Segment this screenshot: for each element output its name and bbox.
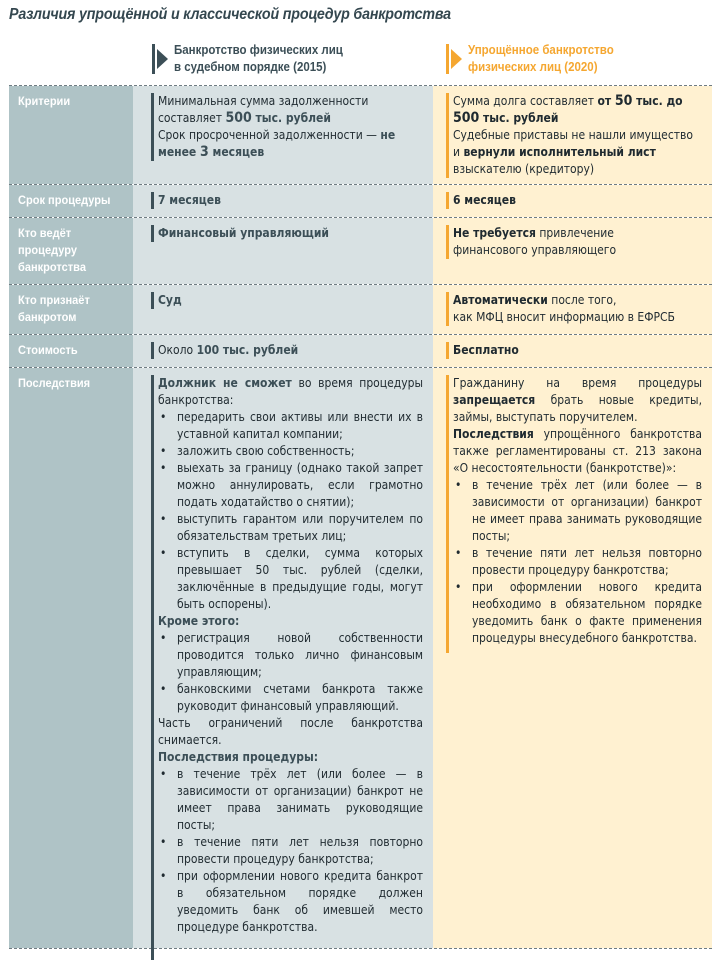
criteria-label: Критерии: [18, 94, 71, 108]
criteria-label: Кто признаёт банкротом: [18, 293, 90, 324]
criteria-label-cell: [9, 368, 133, 948]
criteria-label-cell: [9, 86, 133, 184]
text-bold: запрещается: [453, 393, 536, 407]
section-heading: Последствия процедуры:: [158, 750, 319, 764]
criteria-label: Срок процедуры: [18, 193, 111, 207]
term-highlight: не менее: [158, 128, 396, 159]
amount-max: 500: [453, 110, 480, 126]
text-bold: вернули исполнительный лист: [463, 145, 656, 159]
amount-highlight: 500: [225, 110, 252, 126]
classic-value: [151, 375, 423, 960]
simple-cell: [433, 86, 712, 184]
list-item: • заложить свою собственность;: [158, 443, 423, 460]
simple-consequences-list: [453, 477, 702, 647]
classic-value: Финансовый управляющий: [151, 225, 329, 242]
criteria-label: Кто ведёт процедуру банкротства: [18, 226, 86, 274]
list-item: • вступить в сделки, сумма которых превышает 50 тыс. рублей (сделки, заключённые в предыдущие годы, могут быть оспорены).: [158, 545, 423, 613]
simple-cell: [433, 368, 712, 948]
list-item: • в течение трёх лет (или более — в зависимости от организации) банкрот не имеет права занимать руководящие посты;: [453, 477, 702, 545]
text: привлечение финансового управляющего: [453, 226, 617, 257]
text-bold: Автоматически: [453, 293, 548, 307]
arrow-marker-icon: [152, 42, 168, 76]
classic-value: 7 месяцев: [151, 192, 221, 209]
simple-value: [446, 93, 702, 178]
list-item: • при оформлении нового кредита необходимо в обязательном порядке уведомить банк о факте применения процедуры внесудебного банкротства.: [453, 579, 702, 647]
list-item: • в течение пяти лет нельзя повторно провести процедуру банкротства;: [158, 834, 423, 868]
list-item: • при оформлении нового кредита банкрот в обязательном порядке должен уведомить банк об имевшей место процедуре банкротства.: [158, 868, 423, 936]
simple-value: Бесплатно: [446, 342, 519, 359]
comparison-table: [9, 85, 712, 949]
classic-cell: [133, 86, 433, 184]
text-bold: Не требуется: [453, 226, 536, 240]
text-bold: Последствия: [453, 427, 534, 441]
text: Сумма долга составляет: [453, 94, 598, 108]
term-unit: месяцев: [208, 145, 265, 159]
besides-list: [158, 630, 423, 715]
text: Минимальная сумма задолженности составляет: [158, 94, 369, 125]
after-list: [158, 766, 423, 936]
simple-cell: [433, 335, 712, 367]
simple-value: [446, 292, 675, 326]
classic-cell: [133, 285, 433, 334]
term-number: 3: [200, 144, 209, 160]
column-header-simple-line2: физических лиц (2020): [468, 60, 598, 74]
text-bold: от: [597, 94, 615, 108]
text: Срок просроченной задолженности —: [158, 128, 381, 142]
classic-value: [151, 342, 298, 359]
cost-highlight: 100 тыс. рублей: [196, 343, 299, 357]
column-header-classic: [152, 42, 358, 76]
simple-cell: [433, 285, 712, 334]
table-row-duration: [9, 185, 712, 218]
amount-min: 50: [614, 93, 633, 109]
text-highlight: Должник не сможет: [158, 376, 292, 390]
criteria-label-cell: [9, 335, 133, 367]
page-title: Различия упрощённой и классической процедур банкротства: [9, 6, 451, 23]
classic-cell: [133, 335, 433, 367]
text-bold: тыс. до: [632, 94, 683, 108]
list-item: • передарить свои активы или внести их в уставной капитал компании;: [158, 409, 423, 443]
criteria-label-cell: [9, 218, 133, 284]
table-row-criteria: [9, 86, 712, 185]
list-item: • банковскими счетами банкрота также руководит финансовый управляющий.: [158, 681, 423, 715]
text: взыскателю (кредитору): [453, 162, 595, 176]
classic-value: Суд: [151, 292, 182, 309]
arrow-marker-icon: [446, 42, 462, 76]
text: Часть ограничений после банкротства снимается.: [158, 716, 423, 747]
text: после того,: [547, 293, 617, 307]
criteria-label: Стоимость: [18, 343, 78, 357]
list-item: • в течение пяти лет нельзя повторно провести процедуру банкротства;: [453, 545, 702, 579]
text: упрощённого банкротства также регламентированы ст. 213 закона «О несостоятельности (банкротстве)»:: [453, 427, 702, 475]
list-item: • в течение трёх лет (или более — в зависимости от организации) банкрот не имеет права занимать руководящие посты;: [158, 766, 423, 834]
list-item: • выступить гарантом или поручителем по обязательствам третьих лиц;: [158, 511, 423, 545]
classic-cell: [133, 185, 433, 217]
text: как МФЦ вносит информацию в ЕФРСБ: [453, 310, 675, 324]
list-item: • регистрация новой собственности проводится только лично финансовым управляющим;: [158, 630, 423, 681]
text: брать новые кредиты, займы, выступать поручителем.: [453, 393, 702, 424]
column-header-classic-line2: в судебном порядке (2015): [174, 60, 327, 74]
simple-value: [446, 375, 702, 653]
simple-cell: [433, 185, 712, 217]
text: во время процедуры банкротства:: [158, 376, 424, 407]
text: Около: [158, 343, 197, 357]
classic-cell: [133, 368, 433, 948]
column-header-classic-line1: Банкротство физических лиц: [174, 43, 343, 57]
amount-unit: тыс. рублей: [251, 111, 331, 125]
column-header-simple: [446, 42, 626, 76]
text-bold: тыс. рублей: [479, 111, 559, 125]
text: Судебные приставы не нашли имущество и: [453, 128, 694, 159]
criteria-label: Последствия: [18, 376, 91, 390]
table-row-consequences: [9, 368, 712, 949]
criteria-label-cell: [9, 185, 133, 217]
column-header-simple-line1: Упрощённое банкротство: [468, 43, 614, 57]
simple-value: 6 месяцев: [446, 192, 516, 209]
classic-value: [151, 93, 423, 161]
table-row-manager: [9, 218, 712, 285]
table-row-recognizer: [9, 285, 712, 335]
criteria-label-cell: [9, 285, 133, 334]
text: Гражданину на время процедуры: [453, 376, 702, 390]
simple-cell: [433, 218, 712, 284]
classic-cell: [133, 218, 433, 284]
cannot-list: [158, 409, 423, 613]
simple-value: [446, 225, 646, 259]
section-heading: Кроме этого:: [158, 614, 240, 628]
list-item: • выехать за границу (однако такой запрет можно аннулировать, если грамотно подать ходатайство о снятии);: [158, 460, 423, 511]
table-row-cost: [9, 335, 712, 368]
